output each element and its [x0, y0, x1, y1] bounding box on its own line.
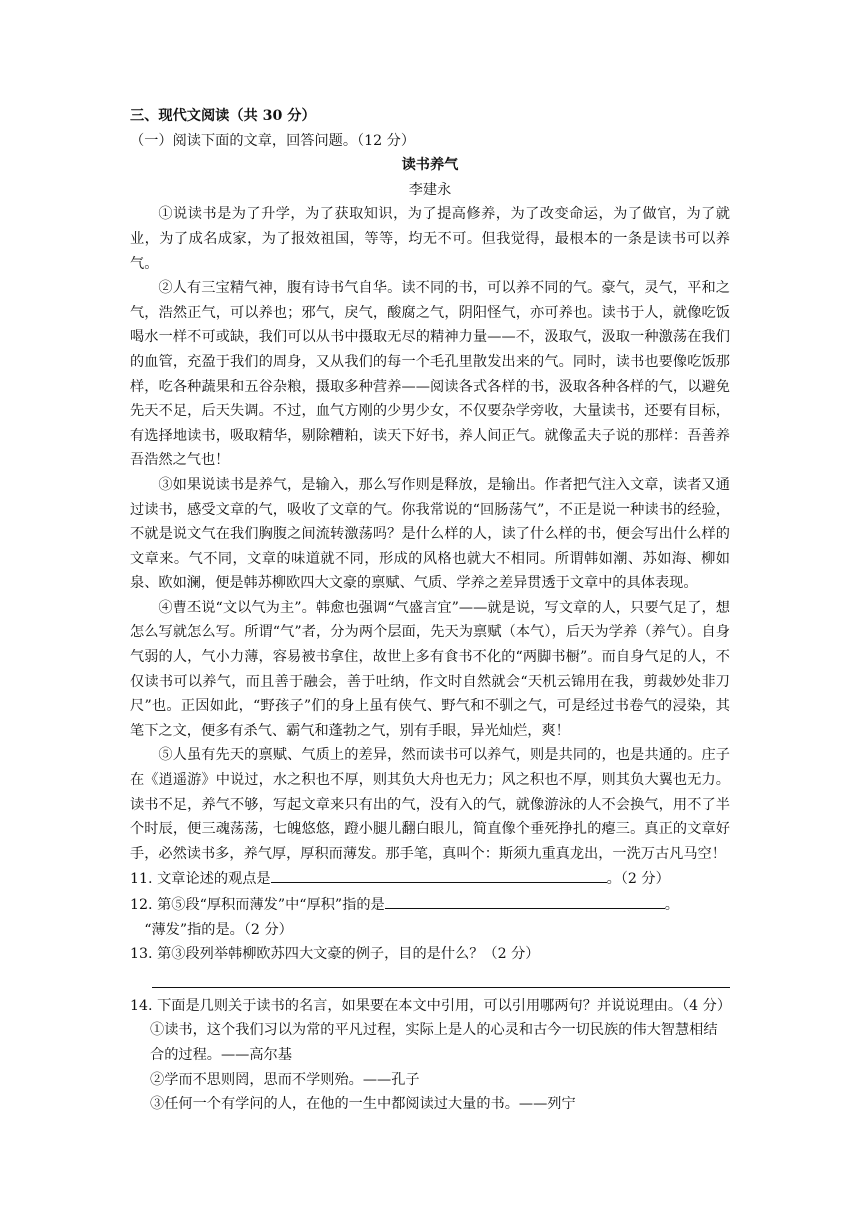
reading-intro: （一）阅读下面的文章，回答问题。（12 分） [130, 132, 416, 149]
question-12-suffix: 。 [664, 897, 679, 913]
paragraph-1: ①说读书是为了升学，为了获取知识，为了提高修养，为了改变命运，为了做官，为了就业，为了成名成家，为了报效祖国，等等，均无不可。但我觉得，最根本的一条是读书可以养气。 [130, 206, 730, 272]
question-11 [130, 866, 730, 892]
question-12-line2-suffix: 。（2 分） [229, 921, 293, 938]
question-13: 13. 第③段列举韩柳欧苏四大文豪的例子，目的是什么？（2 分） [130, 946, 540, 963]
exam-page [130, 104, 730, 1117]
paragraph-2: ②人有三宝精气神，腹有诗书气自华。读不同的书，可以养不同的气。豪气，灵气，平和之气，浩然正气，可以养也；邪气，戾气，酸腐之气，阴阳怪气，亦可养也。读书于人，就像吃饭喝水一样不可或缺，我们可以从书中摄取无尽的精神力量——不，汲取气，汲取一种激荡在我们的血管，充盈于我们的周身，又从我们的每一个毛孔里散发出来的气。同时，读书也要像吃饭那样，吃各种蔬果和五谷杂粮，摄取多种营养——阅读各式各样的书，汲取各种各样的气，以避免先天不足，后天失调。不过，血气方刚的少男少女，不仅要杂学旁收，大量读书，还要有目标，有选择地读书，吸取精华，剔除糟粕，读天下好书，养人间正气。就像孟夫子说的那样：吾善养吾浩然之气也！ [130, 280, 730, 469]
question-14: 14. 下面是几则关于读书的名言，如果要在本文中引用，可以引用哪两句？并说说理由。（4 分） [130, 997, 732, 1014]
question-11-suffix: 。（2 分） [606, 871, 670, 888]
article-title: 读书养气 [401, 157, 459, 174]
paragraph-4: ④曹丕说“文以气为主”。韩愈也强调“气盛言宜”——就是说，写文章的人，只要气足了，想怎么写就怎么写。所谓“气”者，分为两个层面，先天为禀赋（本气），后天为学养（养气）。自身气弱的人，气小力薄，容易被书拿住，故世上多有食书不化的“两脚书橱”。而自身气足的人，不仅读书可以养气，而且善于融会，善于吐纳，作文时自然就会“天机云锦用在我，剪裁妙处非刀尺”也。正因如此，“野孩子”们的身上虽有侠气、野气和不驯之气，可是经过书卷气的浸染，其笔下之文，便多有杀气、霸气和蓬勃之气，别有手眼，异光灿烂，爽！ [130, 599, 730, 739]
section-heading: 三、现代文阅读（共 30 分） [130, 108, 316, 124]
question-12-line2-prefix: “薄发”指的是 [144, 921, 230, 938]
question-13-answer-line[interactable] [152, 973, 730, 988]
question-12-prefix: 12. 第⑤段“厚积而薄发”中“厚积”指的是 [130, 897, 385, 913]
question-12 [130, 892, 730, 918]
question-12-answer-blank-1[interactable] [385, 892, 665, 909]
question-12-line-2 [130, 918, 730, 943]
quote-option-1: ①读书，这个我们习以为常的平凡过程，实际上是人的心灵和古今一切民族的伟大智慧相结合的过程。——高尔基 [150, 1022, 718, 1063]
article-author: 李建永 [408, 181, 452, 198]
quote-option-2: ②学而不思则罔，思而不学则殆。——孔子 [150, 1071, 420, 1088]
paragraph-3: ③如果说读书是养气，是输入，那么写作则是释放，是输出。作者把气注入文章，读者又通过读书，感受文章的气，吸收了文章的气。你我常说的“回肠荡气”，不正是说一种读书的经验，不就是说文气在我们胸腹之间流转激荡吗？是什么样的人，读了什么样的书，便会写出什么样的文章来。气不同，文章的味道就不同，形成的风格也就大不相同。所谓韩如潮、苏如海、柳如泉、欧如澜，便是韩苏柳欧四大文豪的禀赋、气质、学养之差异贯透于文章中的具体表现。 [130, 476, 730, 592]
question-11-answer-blank[interactable] [271, 866, 607, 883]
question-11-prefix: 11. 文章论述的观点是 [130, 871, 271, 888]
quote-option-3: ③任何一个有学问的人，在他的一生中都阅读过大量的书。——列宁 [150, 1096, 576, 1113]
paragraph-5: ⑤人虽有先天的禀赋、气质上的差异，然而读书可以养气，则是共同的，也是共通的。庄子在《逍遥游》中说过，水之积也不厚，则其负大舟也无力；风之积也不厚，则其负大翼也无力。读书不足，养气不够，写起文章来只有出的气，没有入的气，就像游泳的人不会换气，用不了半个时辰，便三魂荡荡，七魄悠悠，蹬小腿儿翻白眼儿，简直像个垂死挣扎的瘪三。真正的文章好手，必然读书多，养气厚，厚积而薄发。那手笔，真叫个：斯须九重真龙出，一洗万古凡马空！ [130, 747, 730, 862]
